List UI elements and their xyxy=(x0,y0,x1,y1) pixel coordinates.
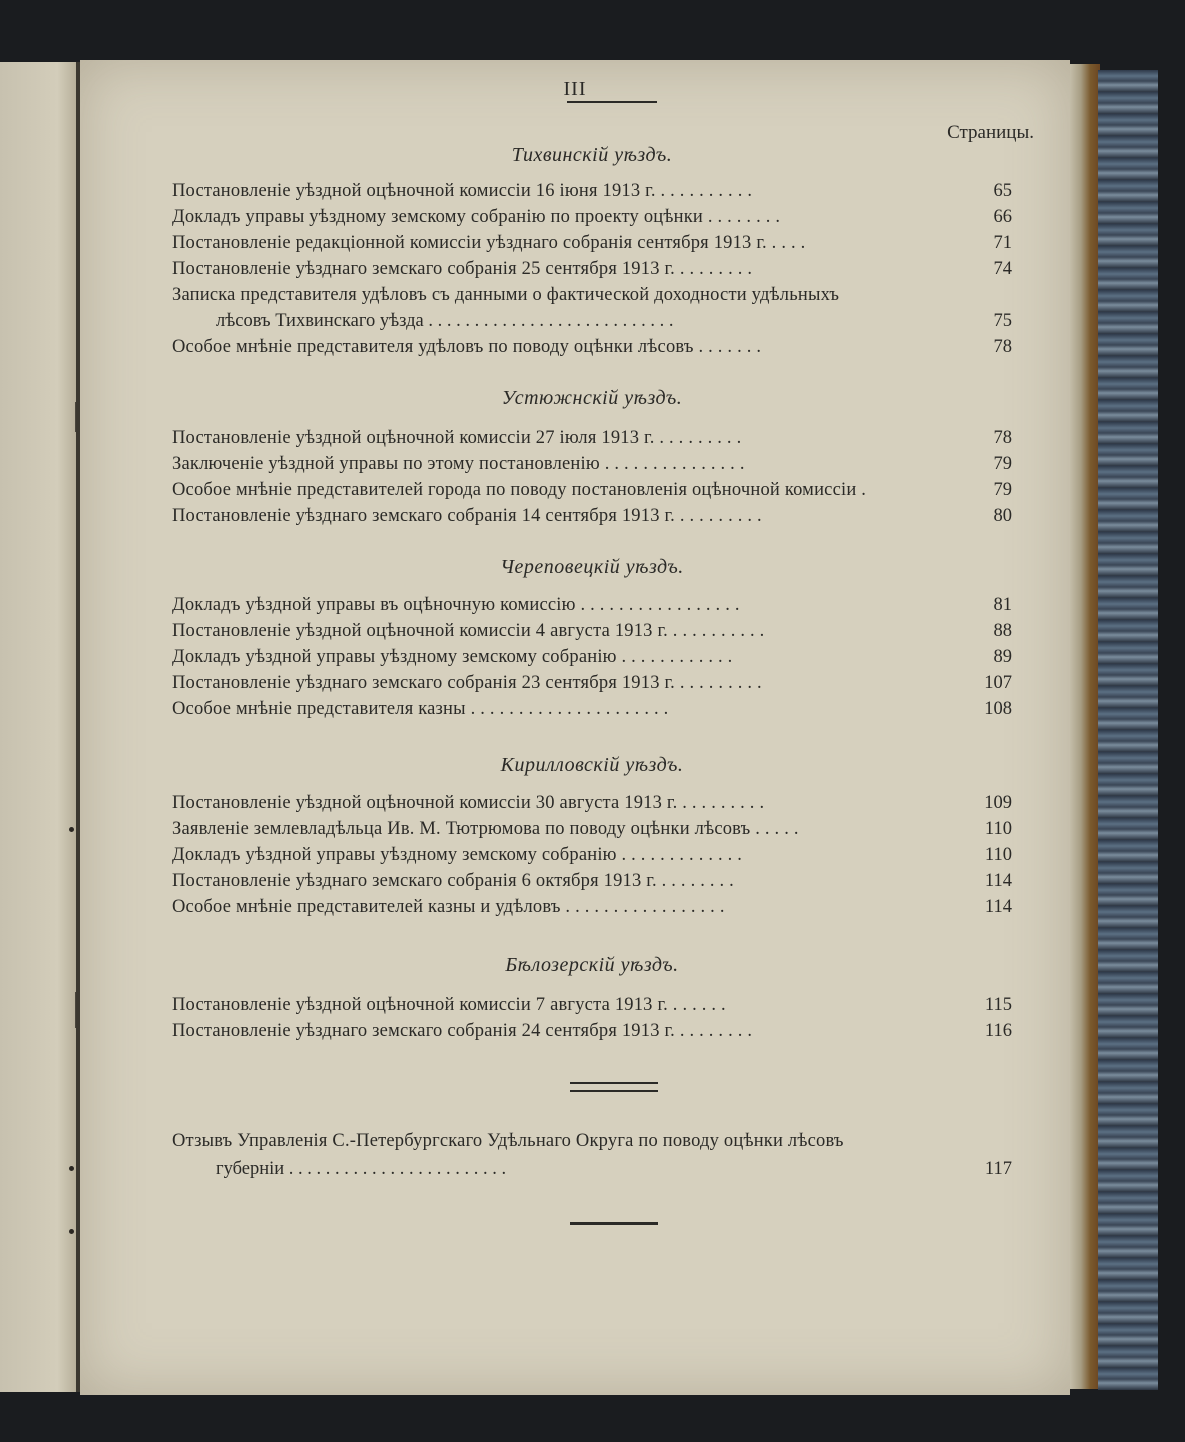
toc-entry xyxy=(172,1018,1012,1044)
entry-title: Особое мнѣніе представителей города по поводу постановленія оцѣночной комиссіи . xyxy=(172,480,867,500)
entry-title: Записка представителя удѣловъ съ данными о фактической доходности удѣльныхъ xyxy=(172,285,840,305)
left-page-edge xyxy=(0,62,82,1392)
entry-page: 117 xyxy=(984,1159,1012,1179)
entry-page: 75 xyxy=(993,311,1012,331)
toc-entry xyxy=(172,451,1012,477)
toc-entry-continuation xyxy=(172,308,1012,334)
section-divider-double xyxy=(570,1082,658,1092)
entry-title: Постановленіе редакціонной комиссіи уѣзднаго собранія сентября 1913 г. . . . . xyxy=(172,233,806,253)
binding-mark xyxy=(75,992,76,1028)
entry-title: Докладъ уѣздной управы уѣздному земскому собранію . . . . . . . . . . . . xyxy=(172,647,733,667)
entry-page: 78 xyxy=(993,337,1012,357)
toc-entry xyxy=(172,230,1012,256)
entry-page: 65 xyxy=(993,181,1012,201)
entry-title: Заключеніе уѣздной управы по этому постановленію . . . . . . . . . . . . . . . xyxy=(172,454,745,474)
entry-page: 80 xyxy=(993,506,1012,526)
entry-title: Постановленіе уѣзднаго земскаго собранія 24 сентября 1913 г. . . . . . . . . xyxy=(172,1021,753,1041)
toc-entry xyxy=(172,477,1012,503)
entry-title: Отзывъ Управленія С.-Петербургскаго Удѣльнаго Округа по поводу оцѣнки лѣсовъ xyxy=(172,1131,844,1151)
toc-entry xyxy=(172,178,1012,204)
end-rule xyxy=(570,1222,658,1225)
toc-entry xyxy=(172,670,1012,696)
entry-title: Особое мнѣніе представителей казны и удѣловъ . . . . . . . . . . . . . . . . . xyxy=(172,897,725,917)
district-heading: Череповецкій уѣздъ. xyxy=(500,556,684,578)
entry-page: 114 xyxy=(984,871,1012,891)
entry-title: Докладъ уѣздной управы въ оцѣночную комиссію . . . . . . . . . . . . . . . . . xyxy=(172,595,740,615)
entry-title: Постановленіе уѣздной оцѣночной комиссіи 27 іюля 1913 г. . . . . . . . . . xyxy=(172,428,742,448)
entry-page: 79 xyxy=(993,454,1012,474)
toc-entry xyxy=(172,204,1012,230)
toc-entry xyxy=(172,842,1012,868)
entry-page: 109 xyxy=(984,793,1012,813)
entry-page: 114 xyxy=(984,897,1012,917)
entry-title: Заявленіе землевладѣльца Ив. М. Тютрюмова по поводу оцѣнки лѣсовъ . . . . . xyxy=(172,819,799,839)
entry-title: Особое мнѣніе представителя удѣловъ по поводу оцѣнки лѣсовъ . . . . . . . xyxy=(172,337,762,357)
toc-entry xyxy=(172,503,1012,529)
entry-page: 88 xyxy=(993,621,1012,641)
entry-title: Постановленіе уѣзднаго земскаго собранія 14 сентября 1913 г. . . . . . . . . . xyxy=(172,506,762,526)
toc-entry xyxy=(172,696,1012,722)
entry-page: 79 xyxy=(993,480,1012,500)
entry-title: Докладъ уѣздной управы уѣздному земскому собранію . . . . . . . . . . . . . xyxy=(172,845,743,865)
entry-page: 89 xyxy=(993,647,1012,667)
toc-entry xyxy=(172,1128,1012,1154)
entry-page: 74 xyxy=(993,259,1012,279)
entry-title: Постановленіе уѣздной оцѣночной комиссіи 30 августа 1913 г. . . . . . . . . . xyxy=(172,793,765,813)
page-stack-edge xyxy=(1068,64,1100,1389)
entry-title: Особое мнѣніе представителя казны . . . . . . . . . . . . . . . . . . . . . xyxy=(172,699,669,719)
entry-page: 81 xyxy=(993,595,1012,615)
entry-page: 115 xyxy=(984,995,1012,1015)
toc-entry xyxy=(172,790,1012,816)
entry-title-continued: губерніи . . . . . . . . . . . . . . . . . . . . . . . . xyxy=(216,1159,507,1179)
toc-entry xyxy=(172,592,1012,618)
district-heading: Устюжнскій уѣздъ. xyxy=(501,387,683,409)
toc-entry xyxy=(172,894,1012,920)
page-number-roman: III xyxy=(563,78,587,100)
binding-dot xyxy=(69,827,74,832)
district-heading: Кирилловскій уѣздъ. xyxy=(500,754,684,776)
toc-entry xyxy=(172,618,1012,644)
binding-mark xyxy=(75,402,76,432)
toc-entry-continuation xyxy=(172,1156,1012,1182)
pages-column-label: Страницы. xyxy=(947,122,1034,143)
toc-page xyxy=(80,60,1070,1395)
entry-page: 116 xyxy=(984,1021,1012,1041)
entry-page: 110 xyxy=(984,819,1012,839)
entry-page: 110 xyxy=(984,845,1012,865)
entry-page: 107 xyxy=(984,673,1012,693)
toc-entry xyxy=(172,256,1012,282)
entry-title: Постановленіе уѣздной оцѣночной комиссіи 7 августа 1913 г. . . . . . . xyxy=(172,995,726,1015)
entry-page: 66 xyxy=(993,207,1012,227)
toc-entry xyxy=(172,992,1012,1018)
header-rule xyxy=(567,101,657,103)
entry-title-continued: лѣсовъ Тихвинскаго уѣзда . . . . . . . . . . . . . . . . . . . . . . . . . . . xyxy=(216,311,674,331)
toc-entry xyxy=(172,334,1012,360)
entry-title: Постановленіе уѣзднаго земскаго собранія 25 сентября 1913 г. . . . . . . . . xyxy=(172,259,753,279)
toc-entry xyxy=(172,868,1012,894)
toc-entry xyxy=(172,816,1012,842)
entry-page: 78 xyxy=(993,428,1012,448)
binding-dot xyxy=(69,1229,74,1234)
entry-page: 71 xyxy=(993,233,1012,253)
entry-page: 108 xyxy=(984,699,1012,719)
entry-title: Докладъ управы уѣздному земскому собранію по проекту оцѣнки . . . . . . . . xyxy=(172,207,781,227)
entry-title: Постановленіе уѣздной оцѣночной комиссіи 16 іюня 1913 г. . . . . . . . . . . xyxy=(172,181,753,201)
entry-title: Постановленіе уѣзднаго земскаго собранія 23 сентября 1913 г. . . . . . . . . . xyxy=(172,673,762,693)
toc-entry xyxy=(172,644,1012,670)
district-heading: Тихвинскій уѣздъ. xyxy=(511,144,673,166)
binding-dot xyxy=(69,1166,74,1171)
entry-title: Постановленіе уѣздной оцѣночной комиссіи 4 августа 1913 г. . . . . . . . . . . xyxy=(172,621,765,641)
entry-title: Постановленіе уѣзднаго земскаго собранія 6 октября 1913 г. . . . . . . . . xyxy=(172,871,734,891)
toc-entry xyxy=(172,282,1012,308)
toc-entry xyxy=(172,425,1012,451)
district-heading: Бѣлозерскій уѣздъ. xyxy=(505,954,679,976)
marbled-cover xyxy=(1098,70,1158,1390)
